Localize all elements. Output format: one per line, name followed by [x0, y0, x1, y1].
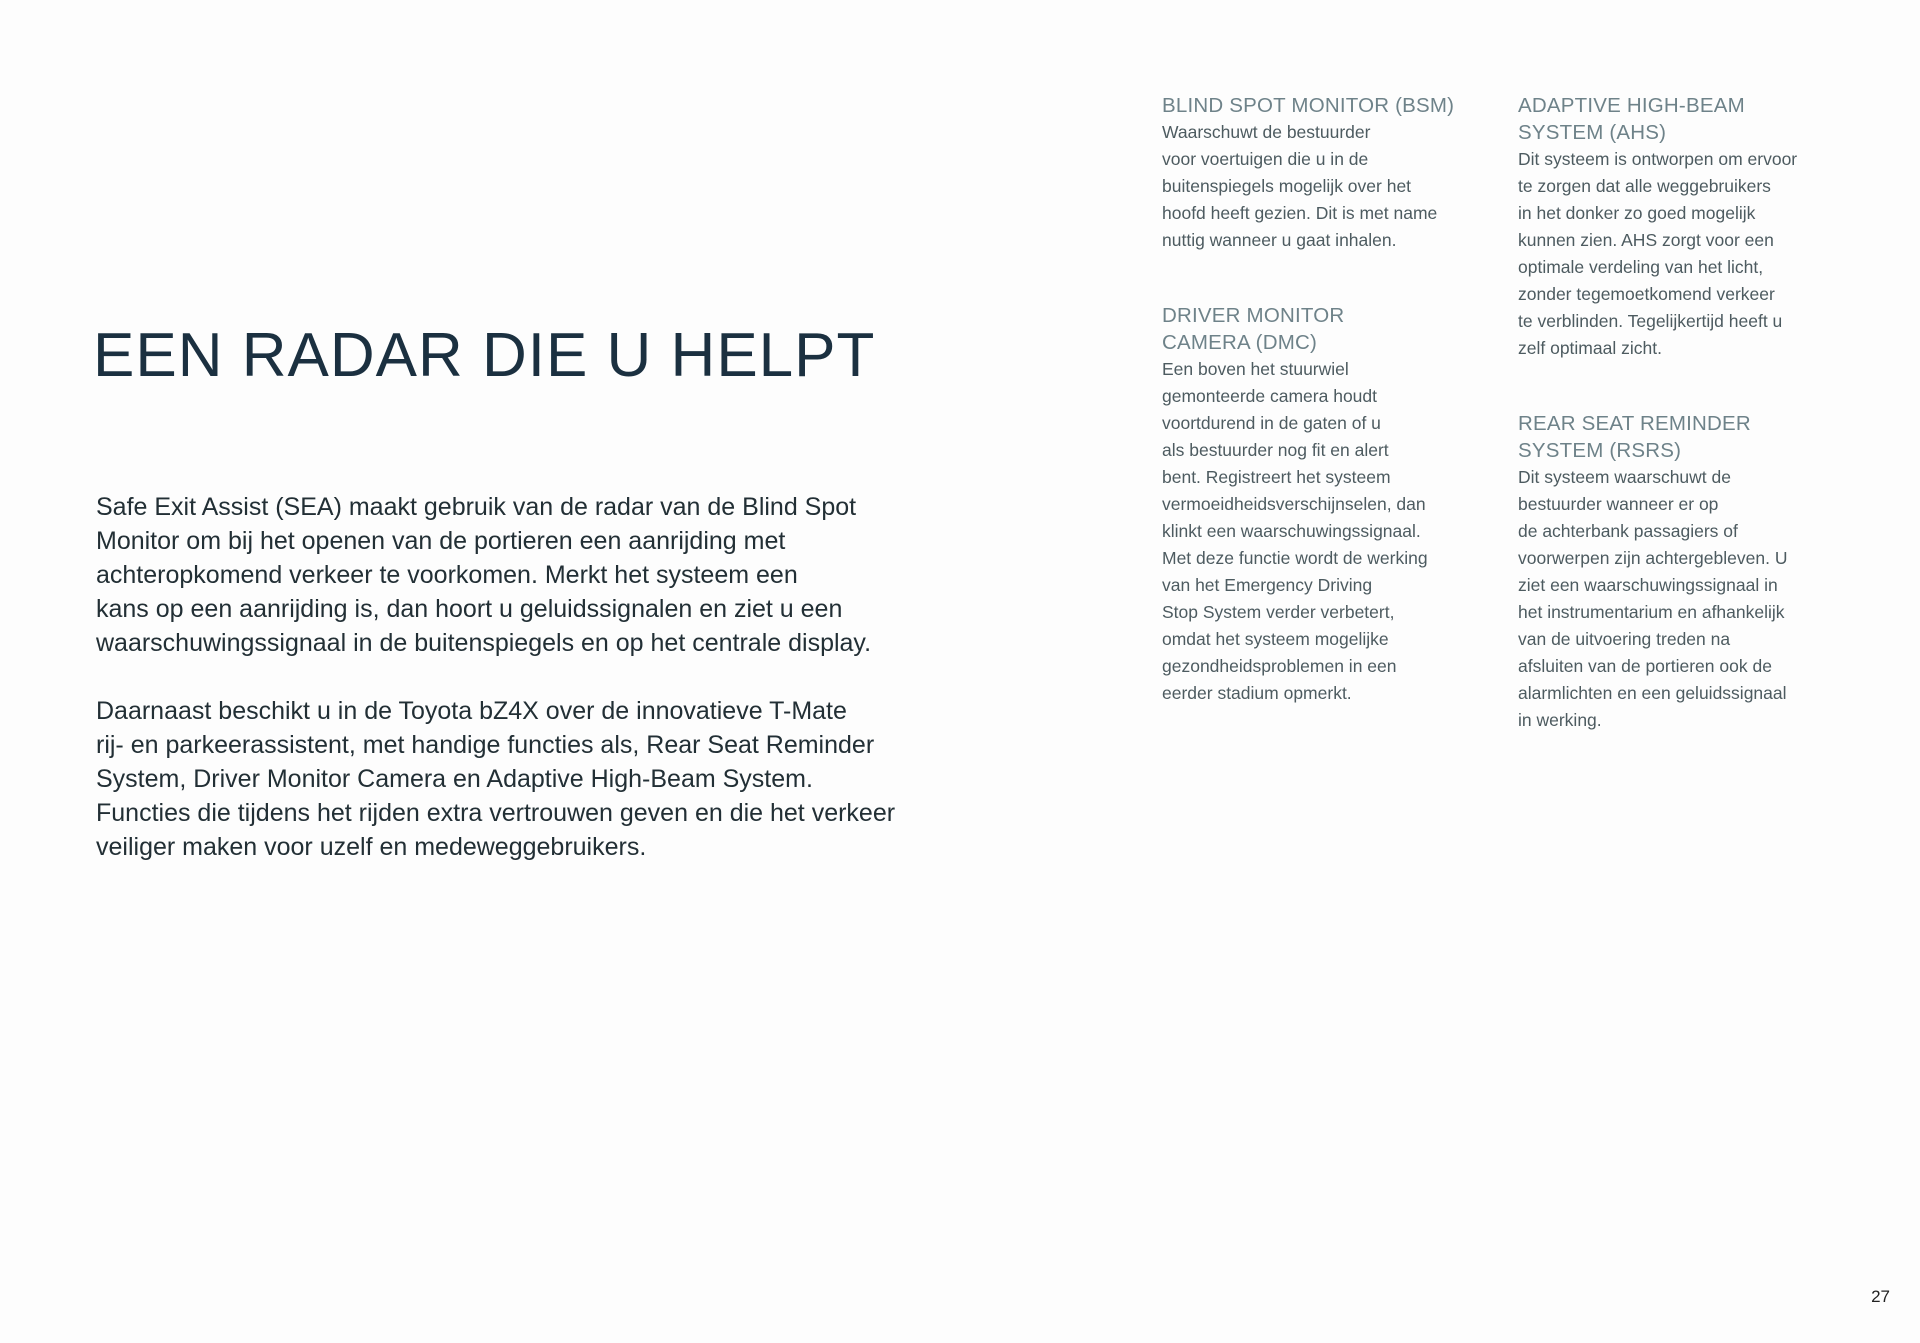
- page-title: EEN RADAR DIE U HELPT: [93, 321, 876, 390]
- feature-ahs-body: Dit systeem is ontworpen om ervoor te zorgen dat alle weggebruikers in het donker zo goed mogelijk kunnen zien. AHS zorgt voor een optimale verdeling van het licht, zonder tegemoetkomend verkeer te verblinden. Tegelijkertijd heeft u zelf optimaal zicht.: [1518, 149, 1798, 358]
- features-column-left: [1162, 92, 1482, 755]
- feature-ahs-title: ADAPTIVE HIGH-BEAM SYSTEM (AHS): [1518, 94, 1745, 144]
- feature-dmc-title: DRIVER MONITOR CAMERA (DMC): [1162, 304, 1345, 354]
- feature-bsm-body: Waarschuwt de bestuurder voor voertuigen die u in de buitenspiegels mogelijk over het hoofd heeft gezien. Dit is met name nuttig wanneer u gaat inhalen.: [1162, 122, 1438, 250]
- feature-ahs: [1518, 92, 1838, 362]
- feature-rsrs-title: REAR SEAT REMINDER SYSTEM (RSRS): [1518, 412, 1751, 462]
- intro-paragraph-1: Safe Exit Assist (SEA) maakt gebruik van de radar van de Blind Spot Monitor om bij het openen van de portieren een aanrijding met achteropkomend verkeer te voorkomen. Merkt het systeem een kans op een aanrijding is, dan hoort u geluidssignalen en ziet u een waarschuwingssignaal in de buitenspiegels en op het centrale display.: [96, 493, 872, 657]
- feature-bsm: [1162, 92, 1482, 254]
- feature-bsm-title: BLIND SPOT MONITOR (BSM): [1162, 94, 1455, 117]
- intro-paragraph-2: Daarnaast beschikt u in de Toyota bZ4X over de innovatieve T-Mate rij- en parkeerassistent, met handige functies als, Rear Seat Reminder System, Driver Monitor Camera en Adaptive High-Beam System. Functies die tijdens het rijden extra vertrouwen geven en die het verkeer veiliger maken voor uzelf en medeweggebruikers.: [96, 697, 896, 861]
- features-column-right: [1518, 92, 1838, 782]
- intro-text: [96, 490, 966, 898]
- feature-rsrs-body: Dit systeem waarschuwt de bestuurder wanneer er op de achterbank passagiers of voorwerpen zijn achtergebleven. U ziet een waarschuwingssignaal in het instrumentarium en afhankelijk van de uitvoering treden na afsluiten van de portieren ook de alarmlichten en een geluidssignaal in werking.: [1518, 467, 1788, 730]
- feature-rsrs: [1518, 410, 1838, 734]
- feature-dmc: [1162, 302, 1482, 707]
- page-number: 27: [1871, 1287, 1890, 1306]
- feature-dmc-body: Een boven het stuurwiel gemonteerde camera houdt voortdurend in de gaten of u als bestuurder nog fit en alert bent. Registreert het systeem vermoeidheidsverschijnselen, dan klinkt een waarschuwingssignaal. Met deze functie wordt de werking van het Emergency Driving Stop System verder verbetert, omdat het systeem mogelijke gezondheidsproblemen in een eerder stadium opmerkt.: [1162, 359, 1428, 703]
